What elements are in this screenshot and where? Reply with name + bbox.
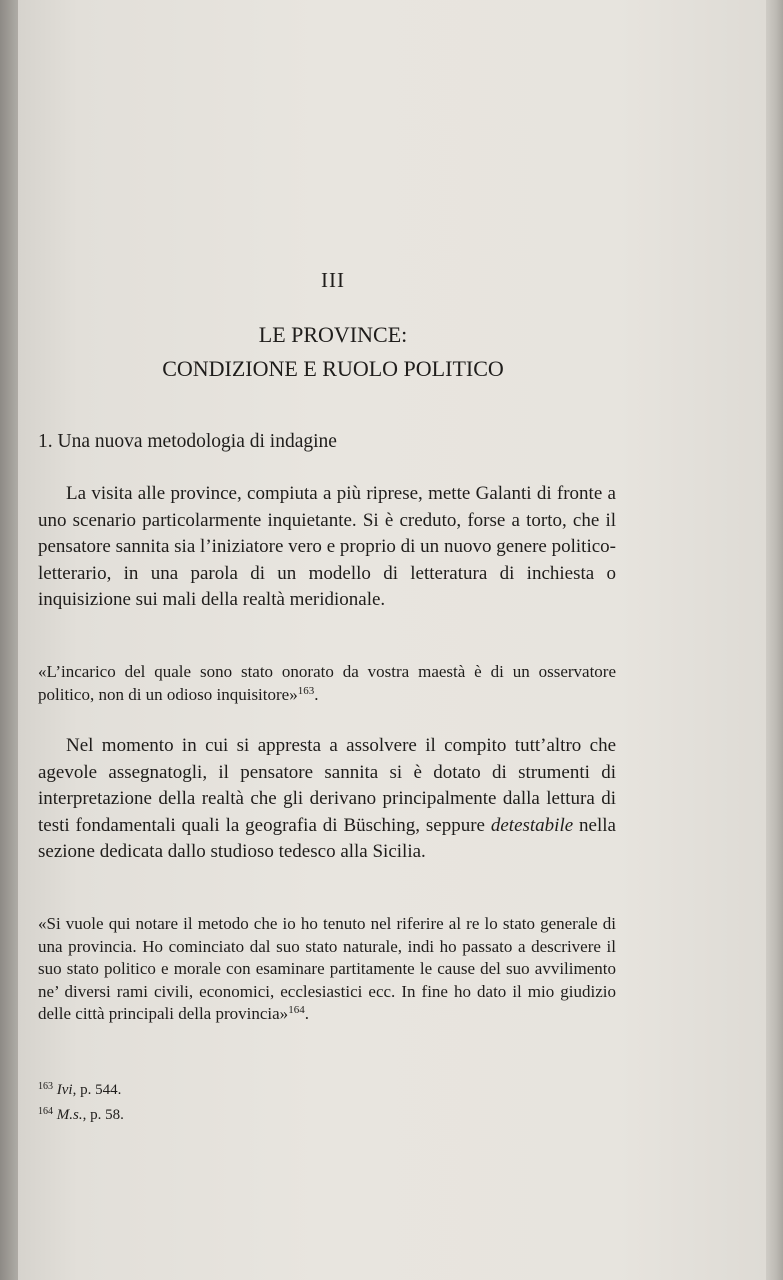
footnotes — [38, 1076, 124, 1126]
body-paragraph-2-emphasis: detestabile — [490, 814, 574, 836]
footnote-number: 163 — [38, 1081, 53, 1092]
footnote-ref-163: 163 — [297, 684, 315, 697]
chapter-title — [38, 318, 628, 386]
block-quote-1-text: «L’incarico del quale sono stato onorato da vostra maestà è di un osservatore politico, non di un odioso inquisitore» — [38, 662, 616, 704]
block-quote-1-end: . — [314, 684, 319, 704]
chapter-title-line-1: LE PROVINCE: — [258, 322, 408, 347]
footnote-164 — [38, 1101, 124, 1126]
block-quote-2 — [38, 913, 616, 1026]
footnote-163 — [38, 1076, 124, 1101]
footnote-number: 164 — [38, 1106, 53, 1117]
block-quote-2-end: . — [304, 1004, 309, 1023]
footnote-source: Ivi — [56, 1082, 73, 1098]
section-heading: 1. Una nuova metodologia di indagine — [38, 431, 337, 452]
block-quote-1 — [38, 661, 616, 706]
footnote-ref-164: 164 — [288, 1004, 305, 1016]
book-page — [18, 0, 766, 1280]
footnote-rest: , p. 544. — [72, 1082, 122, 1098]
body-paragraph-1: La visita alle province, compiuta a più riprese, mette Galanti di fronte a uno scenario particolarmente inquietante. Si è creduto, forse a torto, che il pensatore sannita sia l’iniziatore vero e proprio di un nuovo genere politico-letterario, in una parola di un modello di letteratura di inchiesta o inquisizione sui mali della realtà meridionale. — [38, 483, 616, 610]
page-edge-right — [766, 0, 783, 1280]
body-paragraph-2-text-before: Nel momento in cui si appresta a assolvere il compito tutt’altro che agevole assegnatogli, il pensatore sannita si è dotato di strumenti di interpretazione della realtà che gli derivano principalmente dalla lettura di testi fondamentali quali la geografia di Büsching, seppure — [38, 735, 616, 836]
chapter-title-line-2: CONDIZIONE E RUOLO POLITICO — [162, 356, 504, 381]
block-quote-2-text: «Si vuole qui notare il metodo che io ho tenuto nel riferire al re lo stato generale di una provincia. Ho cominciato dal suo stato naturale, indi ho passato a descrivere il suo stato politico e morale con esaminare partitamente le cause del suo avvilimento ne’ diversi rami civili, economici, ecclesiastici ecc. In fine ho dato il mio giudizio delle città principali della provincia» — [38, 914, 616, 1023]
footnote-source: M.s. — [56, 1107, 83, 1123]
footnote-rest: , p. 58. — [82, 1107, 124, 1123]
body-paragraph-2 — [38, 733, 616, 866]
body-paragraph-2-text-after: nella sezione dedicata dallo studioso tedesco alla Sicilia. — [38, 814, 616, 862]
chapter-number: III — [321, 268, 345, 292]
